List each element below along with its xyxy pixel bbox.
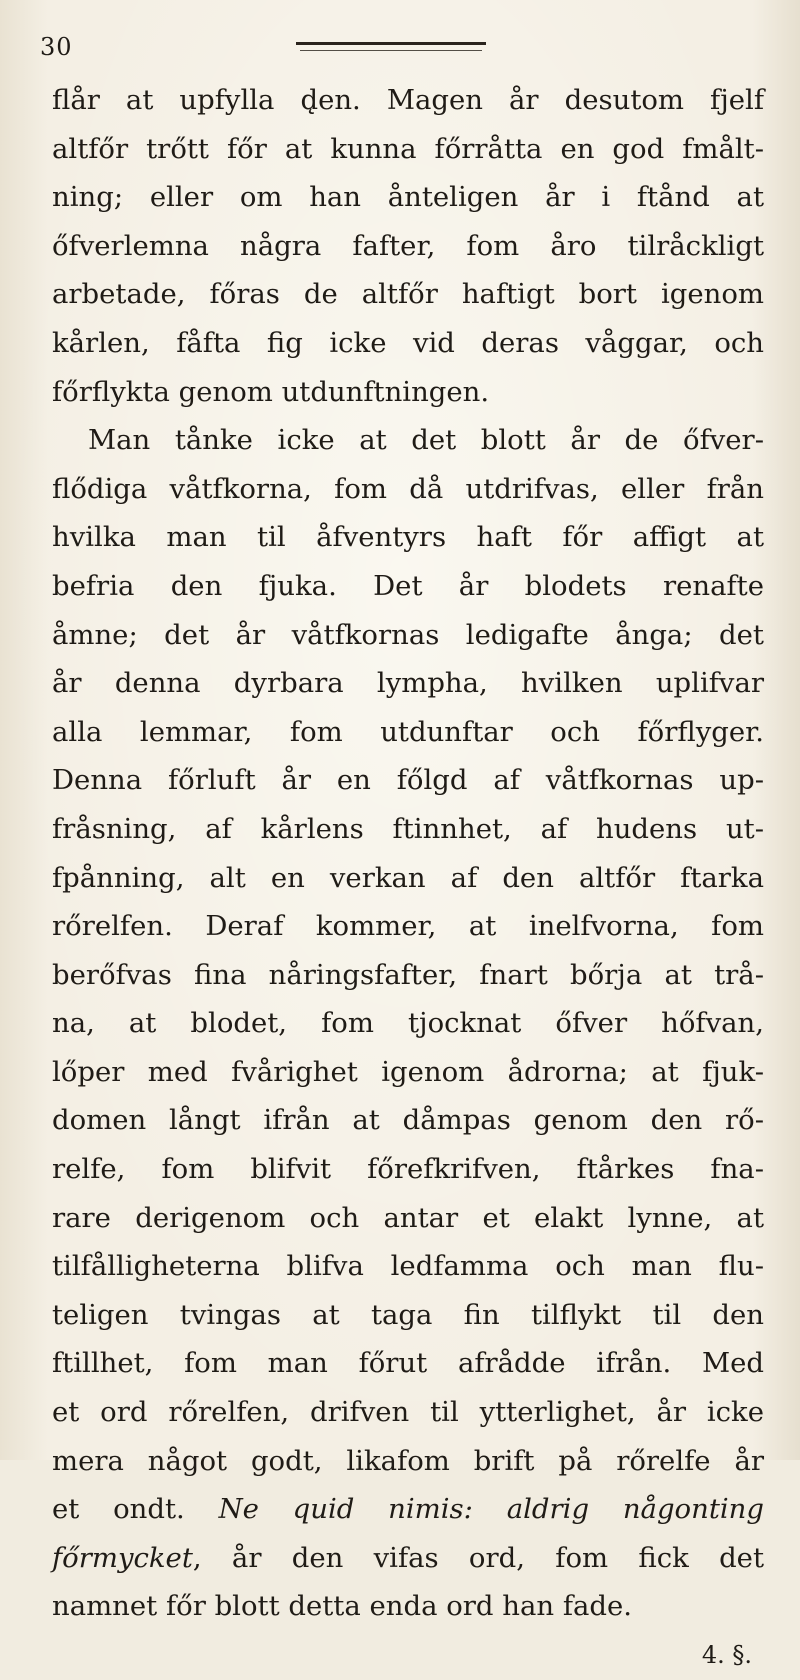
text-line — [52, 659, 764, 708]
text-line — [52, 562, 764, 611]
text-segment: tilfålligheterna blifva ledfamma och man flu- — [52, 1250, 764, 1283]
text-segment: et ord rőrelfen, drifven til ytterlighet, år icke — [52, 1396, 764, 1429]
text-segment: flődiga våtfkorna, fom då utdrifvas, eller från — [52, 472, 764, 505]
header-rule — [296, 42, 486, 45]
text-segment: åmne; det år våtfkornas ledigafte ånga; det — [52, 618, 764, 651]
text-segment: , år den vifas ord, fom fick det — [192, 1541, 764, 1574]
text-segment: arbetade, főras de altfőr haftigt bort igenom — [52, 278, 764, 311]
text-line — [52, 173, 764, 222]
text-line — [52, 513, 764, 562]
text-line — [52, 1291, 764, 1340]
text-line — [52, 76, 764, 125]
text-line — [52, 1534, 764, 1583]
text-body — [52, 76, 764, 1680]
text-line — [52, 1048, 764, 1097]
text-segment: berőfvas fina nåringsfafter, fnart bőrja at trå- — [52, 958, 764, 991]
text-segment: ftillhet, fom man főrut afrådde ifrån. Med — [52, 1347, 764, 1380]
text-segment: år denna dyrbara lympha, hvilken uplifvar — [52, 667, 764, 700]
text-segment: Man tånke icke at det blott år de őfver- — [88, 424, 764, 457]
text-line — [52, 805, 764, 854]
text-line — [52, 854, 764, 903]
page-number: 30 — [40, 33, 73, 61]
text-line — [52, 902, 764, 951]
text-segment: namnet főr blott detta enda ord han fade. — [52, 1590, 633, 1623]
text-line — [52, 1437, 764, 1486]
text-line — [52, 368, 764, 417]
text-segment: relfe, fom blifvit főrefkrifven, ftårkes fna- — [52, 1153, 764, 1186]
text-line — [52, 1388, 764, 1437]
text-line — [52, 222, 764, 271]
text-segment: főrflykta genom utdunftningen. — [52, 375, 490, 408]
text-segment: et ondt. — [52, 1493, 219, 1526]
text-line — [52, 1096, 764, 1145]
text-segment: rare derigenom och antar et elakt lynne, at — [52, 1201, 764, 1234]
text-line — [52, 999, 764, 1048]
text-line — [52, 756, 764, 805]
italic-phrase: főrmycket — [52, 1541, 193, 1574]
text-segment: rőrelfen. Deraf kommer, at inelfvorna, fom — [52, 910, 764, 943]
text-line — [52, 1145, 764, 1194]
text-segment: lőper med fvårighet igenom ådrorna; at fjuk- — [52, 1055, 764, 1088]
text-segment: Denna főrluft år en főlgd af våtfkornas up- — [52, 764, 764, 797]
text-line — [52, 951, 764, 1000]
text-line — [52, 1339, 764, 1388]
text-line — [52, 1242, 764, 1291]
text-segment: mera något godt, likafom brift på rőrelfe år — [52, 1444, 764, 1477]
text-line — [52, 1485, 764, 1534]
text-line — [52, 319, 764, 368]
catchword: 4. §. — [701, 1641, 752, 1669]
text-segment: befria den fjuka. Det år blodets renafte — [52, 569, 764, 602]
text-segment: flår at upfylla d̨en. Magen år desutom fjelf — [52, 84, 764, 116]
text-segment: fpånning, alt en verkan af den altfőr ftarka — [52, 861, 764, 894]
text-line — [52, 125, 764, 174]
text-line — [52, 1582, 764, 1631]
text-line — [52, 708, 764, 757]
text-line — [52, 1194, 764, 1243]
italic-phrase: Ne quid nimis: aldrig någonting — [218, 1493, 764, 1526]
text-segment: hvilka man til åfventyrs haft főr affigt at — [52, 521, 764, 554]
text-segment: na, at blodet, fom tjocknat őfver hőfvan, — [52, 1007, 764, 1040]
page-header — [0, 0, 800, 70]
header-rule-thin — [300, 50, 482, 51]
text-segment: alla lemmar, fom utdunftar och főrflyger. — [52, 715, 764, 748]
text-segment: őfverlemna några fafter, fom åro tilråckligt — [52, 229, 764, 262]
text-line — [52, 611, 764, 660]
text-segment: kårlen, fåfta fig icke vid deras våggar, och — [52, 326, 764, 359]
text-segment: fråsning, af kårlens ftinnhet, af hudens ut- — [52, 812, 764, 845]
text-segment: ning; eller om han ånteligen år i ftånd at — [52, 181, 764, 214]
text-segment: altfőr trőtt főr at kunna főrråtta en god fmålt- — [52, 132, 764, 165]
text-line — [52, 416, 764, 465]
text-line — [52, 270, 764, 319]
text-line — [52, 465, 764, 514]
text-segment: teligen tvingas at taga fin tilflykt til den — [52, 1298, 764, 1331]
text-segment: domen långt ifrån at dåmpas genom den rő- — [52, 1104, 764, 1137]
